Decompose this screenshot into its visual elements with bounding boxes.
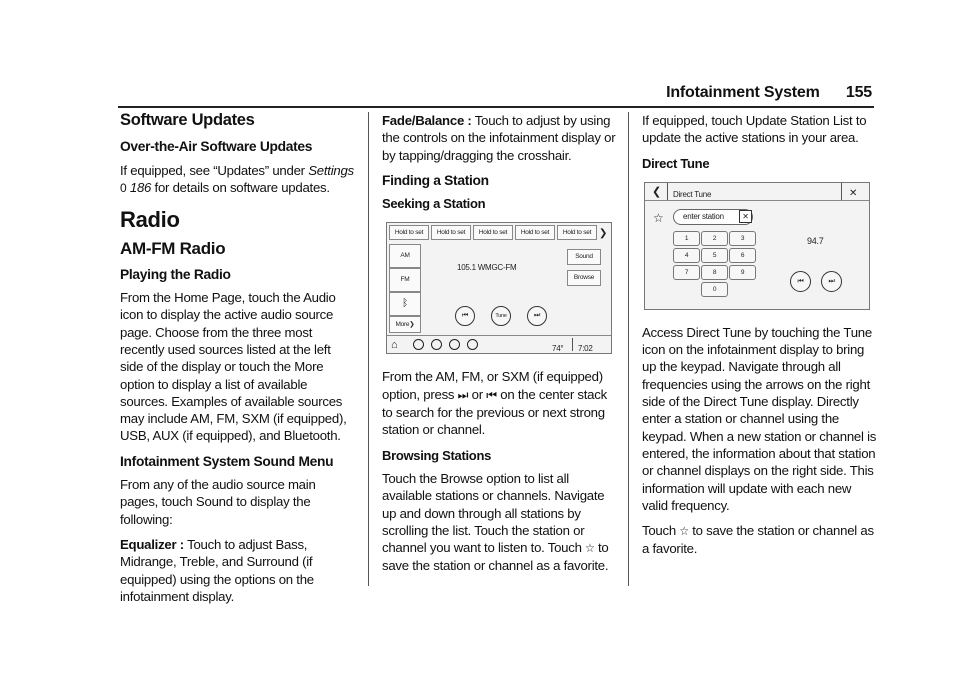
- preset-button[interactable]: Hold to set: [557, 225, 597, 240]
- section-title: Infotainment System: [666, 84, 820, 101]
- key-8[interactable]: 8: [701, 265, 728, 280]
- heading-seeking-station: Seeking a Station: [382, 196, 486, 212]
- seek-forward-icon: ⏭: [457, 387, 469, 402]
- column-2: [382, 112, 616, 583]
- bluetooth-icon[interactable]: ᛒ: [389, 292, 421, 316]
- direct-tune-title: Direct Tune: [673, 189, 712, 199]
- column-1: [120, 112, 356, 613]
- browse-button[interactable]: Browse: [567, 270, 601, 286]
- preset-button[interactable]: Hold to set: [473, 225, 513, 240]
- header-rule: [118, 106, 874, 108]
- tune-button[interactable]: Tune: [491, 306, 511, 326]
- bottom-bar: [387, 335, 611, 353]
- chevron-right-icon[interactable]: ❯: [599, 228, 608, 240]
- sound-button[interactable]: Sound: [567, 249, 601, 265]
- chevron-left-icon[interactable]: ❮: [652, 185, 661, 198]
- playing-paragraph: From the Home Page, touch the Audio icon to display the active audio source page. Choose from the three most recently used sources listed at the left side of the display or touch the More option to display a list of available sources. Examples of available sources may include AM, FM, SXM (if equipped), USB, AUX (if equipped), and Bluetooth.: [120, 290, 347, 444]
- clock: 7:02: [578, 344, 593, 354]
- temperature: 74°: [552, 344, 564, 354]
- update-paragraph: If equipped, touch Update Station List to update the active stations in your area.: [642, 113, 867, 146]
- title-divider: [667, 183, 668, 200]
- heading-radio: Radio: [120, 207, 180, 233]
- source-fm[interactable]: FM: [389, 268, 421, 292]
- seek-back-icon: ⏮: [486, 387, 497, 402]
- heading-am-fm-radio: AM-FM Radio: [120, 239, 226, 259]
- bar-divider: [572, 338, 573, 351]
- ota-paragraph: If equipped, see “Updates” under Settings 0 186 for details on software updates.: [120, 162, 354, 195]
- preset-button[interactable]: Hold to set: [515, 225, 555, 240]
- preset-button[interactable]: Hold to set: [431, 225, 471, 240]
- chevron-right-icon: ❯: [409, 321, 415, 329]
- column-divider-1: [368, 112, 369, 586]
- browsing-paragraph: Touch the Browse option to list all available stations or channels. Navigate up and down through all stations by scrolling the list. Touch the station or channel you want to listen to. Touch ☆ to save the station or channel as a favorite.: [382, 470, 609, 574]
- station-name: 105.1 WMGC-FM: [457, 263, 517, 273]
- preset-button[interactable]: Hold to set: [389, 225, 429, 240]
- heading-browsing-stations: Browsing Stations: [382, 447, 492, 463]
- key-1[interactable]: 1: [673, 231, 700, 246]
- page-ref-icon: 0: [120, 180, 127, 195]
- access-paragraph: Access Direct Tune by touching the Tune icon on the infotainment display to bring up the keypad. Navigate through all frequencies using the arrows on the right side of the Direct Tune display. Directly enter a station or channel using the keypad. When a new station or channel is entered, the information about that station or channel displays on the right side. This information will update with each new valid frequency.: [642, 324, 877, 513]
- heading-ota-updates: Over-the-Air Software Updates: [120, 139, 313, 155]
- column-3: [642, 112, 878, 566]
- key-3[interactable]: 3: [729, 231, 756, 246]
- key-2[interactable]: 2: [701, 231, 728, 246]
- touch-star-paragraph: Touch ☆ to save the station or channel as a favorite.: [642, 523, 874, 557]
- key-4[interactable]: 4: [673, 248, 700, 263]
- key-9[interactable]: 9: [729, 265, 756, 280]
- heading-direct-tune: Direct Tune: [642, 155, 710, 171]
- direct-tune-titlebar: [645, 183, 869, 201]
- star-icon[interactable]: ☆: [653, 210, 664, 225]
- key-7[interactable]: 7: [673, 265, 700, 280]
- seek-back-icon[interactable]: ⏮: [790, 271, 811, 292]
- backspace-icon[interactable]: ✕: [739, 210, 752, 223]
- heading-sound-menu: Infotainment System Sound Menu: [120, 453, 334, 469]
- page-number: 155: [845, 84, 872, 101]
- key-0[interactable]: 0: [701, 282, 728, 297]
- star-icon: ☆: [585, 541, 595, 556]
- heading-playing-radio: Playing the Radio: [120, 266, 231, 282]
- page-ref-link[interactable]: 186: [129, 179, 152, 195]
- station-input[interactable]: enter station: [673, 209, 753, 225]
- home-icon[interactable]: ⌂: [391, 339, 398, 352]
- source-am[interactable]: AM: [389, 244, 421, 268]
- audio-icon[interactable]: [413, 339, 424, 350]
- settings-ref: Settings: [308, 162, 354, 178]
- apps-icon[interactable]: [467, 339, 478, 350]
- key-5[interactable]: 5: [701, 248, 728, 263]
- source-more[interactable]: More❯: [389, 316, 421, 333]
- close-icon[interactable]: ✕: [849, 187, 858, 199]
- equalizer-paragraph: Equalizer : Touch to adjust Bass, Midrange, Treble, and Surround (if equipped) using the options on the infotainment display.: [120, 536, 314, 604]
- seeking-paragraph: From the AM, FM, or SXM (if equipped) option, press ⏭ or ⏮ on the center stack to search for the previous or next strong station or channel.: [382, 369, 607, 438]
- column-divider-2: [628, 112, 629, 586]
- heading-software-updates: Software Updates: [120, 111, 255, 129]
- title-divider: [841, 183, 842, 200]
- seek-forward-icon[interactable]: ⏭: [821, 271, 842, 292]
- seek-forward-icon[interactable]: ⏭: [527, 306, 547, 326]
- sound-paragraph: From any of the audio source main pages, touch Sound to display the following:: [120, 477, 316, 527]
- direct-tune-illustration: [644, 182, 870, 310]
- heading-finding-station: Finding a Station: [382, 172, 489, 188]
- frequency-display: 94.7: [807, 235, 824, 246]
- radio-screen-illustration: [386, 222, 612, 354]
- navigation-icon[interactable]: [431, 339, 442, 350]
- seek-back-icon[interactable]: ⏮: [455, 306, 475, 326]
- phone-icon[interactable]: [449, 339, 460, 350]
- key-6[interactable]: 6: [729, 248, 756, 263]
- fade-balance-paragraph: Fade/Balance : Touch to adjust by using the controls on the infotainment display or by tapping/dragging the crosshair.: [382, 113, 616, 163]
- page-header: [666, 84, 872, 102]
- star-icon: ☆: [679, 524, 689, 539]
